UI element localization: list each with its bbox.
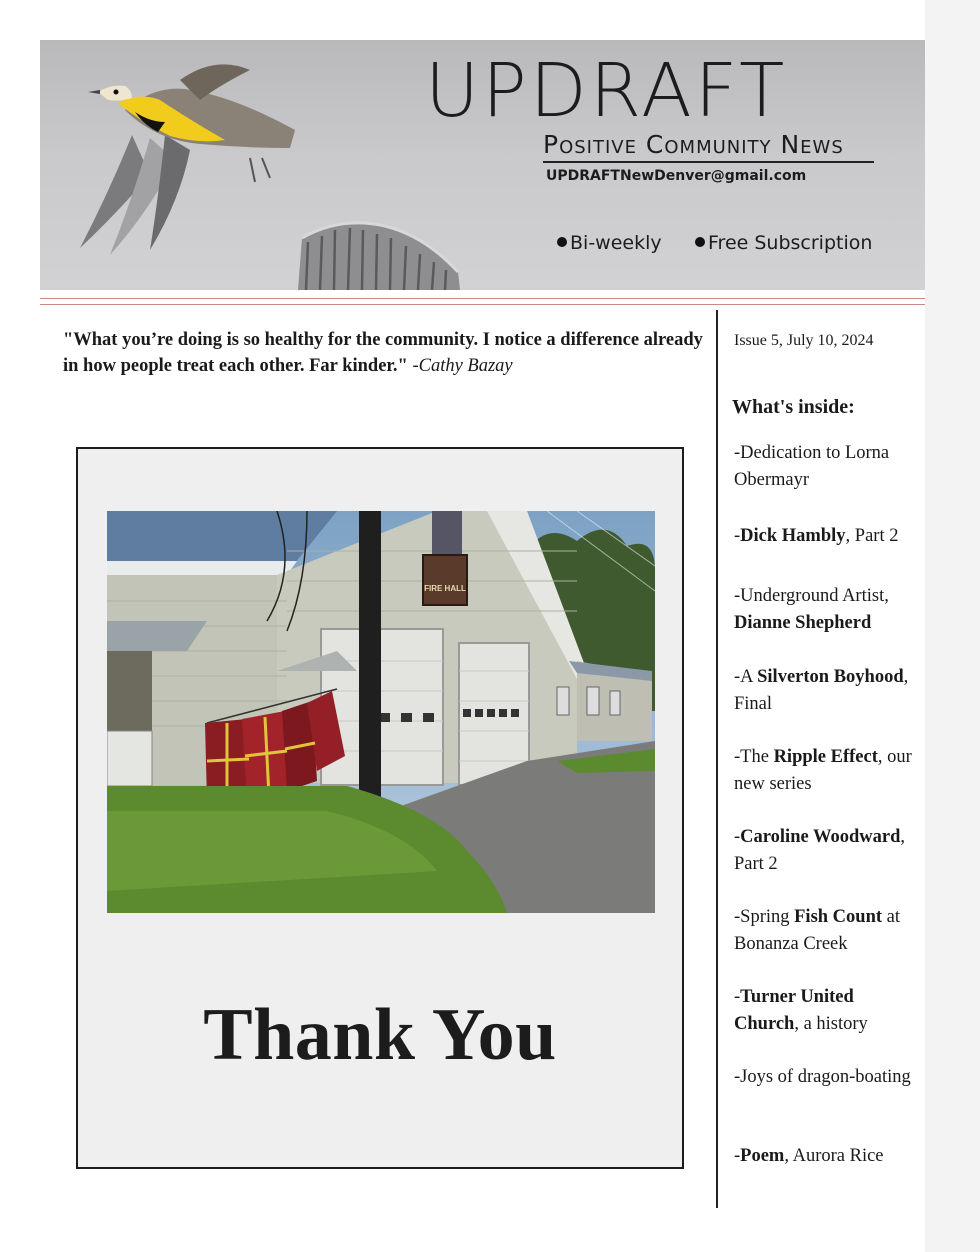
item-text: at Bonanza Creek: [734, 907, 901, 954]
item-text: -Spring: [734, 907, 795, 927]
item-text: , a history: [794, 1014, 868, 1034]
contact-email[interactable]: UPDRAFTNewDenver@gmail.com: [546, 168, 807, 184]
item-text: -Joys of dragon-boating: [734, 1067, 911, 1087]
fire-hall-photo: [107, 511, 655, 913]
item-text: -Underground Artist,: [734, 586, 889, 606]
item-text: , Final: [734, 667, 909, 714]
newsletter-subtitle: Positive Community News: [543, 130, 844, 159]
contents-item: [734, 440, 920, 494]
contents-item: [734, 824, 920, 878]
item-text: , our new series: [734, 747, 912, 794]
item-highlight: Poem: [740, 1146, 785, 1166]
item-highlight: Dick Hambly: [740, 526, 846, 546]
item-text: -: [734, 827, 741, 847]
item-text: , Part 2: [845, 526, 899, 546]
fire-hall-sign: FIRE HALL: [424, 584, 466, 593]
tag-label: Free Subscription: [708, 232, 873, 254]
item-highlight: Dianne Shepherd: [734, 613, 872, 633]
contents-item: [734, 904, 920, 958]
item-text: -: [734, 1146, 741, 1166]
tag-biweekly: [557, 232, 662, 254]
quote-author: -Cathy Bazay: [412, 356, 513, 376]
bullet-icon: [557, 237, 567, 247]
item-highlight: Silverton Boyhood: [757, 667, 904, 687]
item-highlight: Caroline Woodward: [740, 827, 901, 847]
item-highlight: Fish Count: [794, 907, 883, 927]
tag-free-subscription: [695, 232, 872, 254]
column-divider: [716, 310, 718, 1208]
pull-quote: [63, 327, 703, 379]
fire-hall-image: [107, 511, 655, 913]
contents-item: [734, 664, 920, 718]
quote-text: "What you’re doing is so healthy for the community. I notice a difference already in how people treat each other. Far kinder.": [63, 330, 703, 376]
bullet-icon: [695, 237, 705, 247]
subtitle-underline: [543, 161, 874, 163]
item-text: , Aurora Rice: [784, 1146, 884, 1166]
contents-item: [734, 1064, 920, 1091]
masthead-banner: [40, 40, 925, 290]
contents-item: [734, 1143, 920, 1170]
item-text: , Part 2: [734, 827, 905, 874]
item-highlight: Turner United Church: [734, 987, 854, 1034]
tag-label: Bi-weekly: [570, 232, 662, 254]
divider-rule: [40, 304, 925, 305]
thank-you-caption: Thank You: [203, 994, 557, 1076]
contents-item: [734, 744, 920, 798]
newsletter-title: UPDRAFT: [425, 48, 788, 134]
contents-heading: What's inside:: [732, 396, 855, 418]
contents-item: [734, 984, 920, 1038]
contents-item: [734, 523, 920, 550]
meadowlark: [80, 64, 295, 255]
feature-frame: [76, 447, 684, 1169]
contents-item: [734, 583, 920, 637]
item-text: -: [734, 987, 741, 1007]
item-text: -The: [734, 747, 774, 767]
fence-post: [298, 223, 460, 290]
item-text: -: [734, 526, 741, 546]
item-text: -A: [734, 667, 758, 687]
item-highlight: Ripple Effect: [773, 747, 878, 767]
divider-rule: [40, 298, 925, 299]
issue-info: Issue 5, July 10, 2024: [734, 332, 874, 349]
item-text: -Dedication to Lorna Obermayr: [734, 443, 890, 490]
